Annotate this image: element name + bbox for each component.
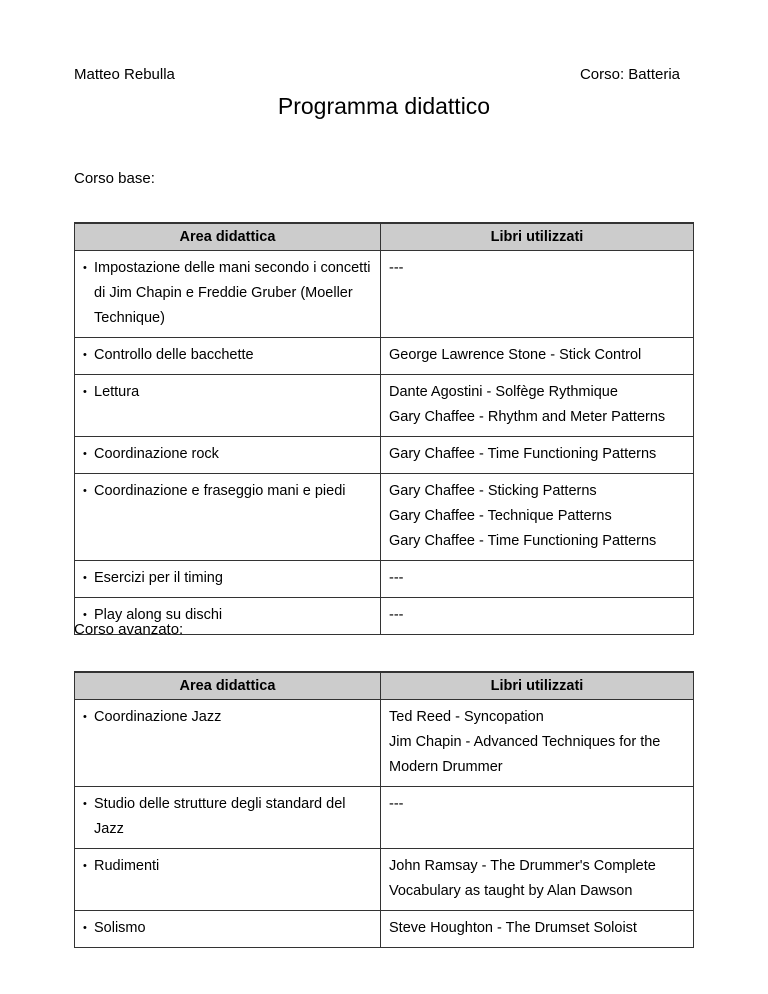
bullet-icon: •	[83, 349, 87, 361]
book-title: Gary Chaffee - Time Functioning Patterns	[389, 446, 657, 462]
table-row	[75, 338, 694, 375]
table-row	[75, 700, 694, 787]
book-title: ---	[389, 570, 404, 586]
books-cell	[381, 561, 694, 598]
advanced-course-rows	[75, 700, 694, 948]
area-text: Coordinazione rock	[94, 446, 219, 462]
student-name: Matteo Rebulla	[74, 66, 175, 83]
base-course-rows	[75, 251, 694, 635]
table-row	[75, 561, 694, 598]
bullet-icon: •	[83, 860, 87, 872]
table-row	[75, 849, 694, 911]
bullet-icon: •	[83, 711, 87, 723]
bullet-icon: •	[83, 448, 87, 460]
table-row	[75, 911, 694, 948]
book-title: ---	[389, 607, 404, 623]
advanced-course-label: Corso avanzato:	[74, 621, 184, 638]
area-column-header: Area didattica	[75, 672, 381, 700]
books-cell	[381, 437, 694, 474]
books-cell	[381, 787, 694, 849]
bullet-icon: •	[83, 262, 87, 274]
area-text: Lettura	[94, 384, 140, 400]
area-cell	[75, 561, 381, 598]
area-text: Coordinazione e fraseggio mani e piedi	[94, 483, 346, 499]
books-cell	[381, 338, 694, 375]
area-cell	[75, 437, 381, 474]
area-text: Impostazione delle mani secondo i concetti di Jim Chapin e Freddie Gruber (Moeller Technique)	[94, 260, 371, 326]
base-course-label: Corso base:	[74, 170, 155, 187]
bullet-icon: •	[83, 386, 87, 398]
area-cell	[75, 700, 381, 787]
area-text: Solismo	[94, 920, 146, 936]
book-title: Gary Chaffee - Technique Patterns	[389, 508, 612, 524]
book-title: Ted Reed - Syncopation	[389, 709, 544, 725]
course-name: Corso: Batteria	[579, 66, 680, 83]
book-title: Gary Chaffee - Time Functioning Patterns	[389, 533, 657, 549]
area-text: Rudimenti	[94, 858, 160, 874]
area-cell	[75, 911, 381, 948]
table-header-row	[75, 672, 694, 700]
books-cell	[381, 474, 694, 561]
table-row	[75, 375, 694, 437]
area-cell	[75, 849, 381, 911]
book-title: Gary Chaffee - Rhythm and Meter Patterns	[389, 409, 666, 425]
book-title: Dante Agostini - Solfège Rythmique	[389, 384, 618, 400]
books-cell	[381, 598, 694, 635]
table-row	[75, 787, 694, 849]
area-text: Controllo delle bacchette	[94, 347, 254, 363]
book-title: Jim Chapin - Advanced Techniques for the Modern Drummer	[389, 734, 661, 775]
table-row	[75, 474, 694, 561]
area-column-header: Area didattica	[75, 223, 381, 251]
base-course-table	[74, 222, 694, 635]
bullet-icon: •	[83, 572, 87, 584]
area-text: Coordinazione Jazz	[94, 709, 222, 725]
bullet-icon: •	[83, 922, 87, 934]
area-text: Esercizi per il timing	[94, 570, 223, 586]
books-cell	[381, 911, 694, 948]
table-header-row	[75, 223, 694, 251]
page-title: Programma didattico	[277, 93, 491, 119]
bullet-icon: •	[83, 609, 87, 621]
book-title: ---	[389, 796, 404, 812]
book-title: Gary Chaffee - Sticking Patterns	[389, 483, 597, 499]
area-cell	[75, 474, 381, 561]
books-cell	[381, 700, 694, 787]
area-text: Play along su dischi	[94, 607, 223, 623]
area-cell	[75, 787, 381, 849]
books-cell	[381, 849, 694, 911]
area-cell	[75, 338, 381, 375]
table-row	[75, 437, 694, 474]
book-title: ---	[389, 260, 404, 276]
book-title: John Ramsay - The Drummer's Complete Vocabulary as taught by Alan Dawson	[389, 858, 656, 899]
bullet-icon: •	[83, 798, 87, 810]
book-title: Steve Houghton - The Drumset Soloist	[389, 920, 637, 936]
books-column-header: Libri utilizzati	[381, 672, 694, 700]
books-cell	[381, 375, 694, 437]
advanced-course-table	[74, 671, 694, 948]
books-cell	[381, 251, 694, 338]
table-row	[75, 251, 694, 338]
area-cell	[75, 251, 381, 338]
books-column-header: Libri utilizzati	[381, 223, 694, 251]
area-text: Studio delle strutture degli standard del Jazz	[94, 796, 346, 837]
bullet-icon: •	[83, 485, 87, 497]
book-title: George Lawrence Stone - Stick Control	[389, 347, 642, 363]
area-cell	[75, 375, 381, 437]
